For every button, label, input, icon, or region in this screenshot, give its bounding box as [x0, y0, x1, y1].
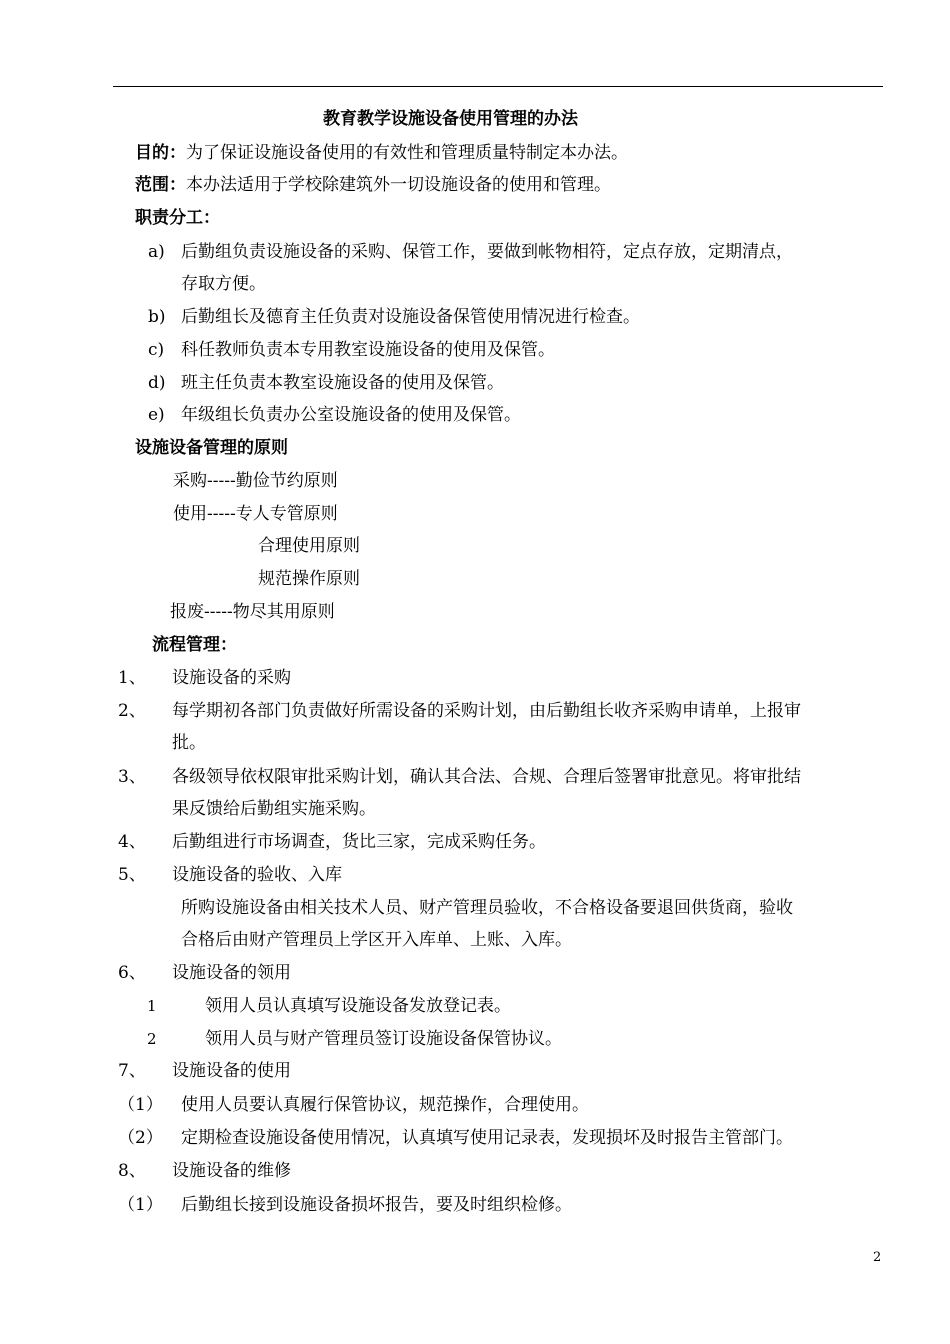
substep-number: 2: [147, 1030, 157, 1048]
substep-text: 后勤组长接到设施设备损坏报告，要及时组织检修。: [181, 1195, 572, 1215]
step-text: 后勤组进行市场调查，货比三家，完成采购任务。: [172, 832, 546, 852]
step-detail-cont: 合格后由财产管理员上学区开入库单、上账、入库。: [181, 930, 572, 950]
substep-text: 使用人员要认真履行保管协议，规范操作，合理使用。: [181, 1095, 589, 1115]
duty-text: 年级组长负责办公室设施设备的使用及保管。: [181, 405, 521, 425]
step-number: 1、: [118, 668, 146, 688]
substep-number: （1）: [118, 1095, 163, 1115]
principles-heading: 设施设备管理的原则: [135, 438, 288, 458]
substep-text: 定期检查设施设备使用情况，认真填写使用记录表，发现损坏及时报告主管部门。: [181, 1128, 793, 1148]
duty-marker: c): [148, 340, 165, 360]
principle-row: 规范操作原则: [258, 569, 360, 589]
step-text: 设施设备的采购: [172, 668, 291, 688]
step-number: 3、: [118, 767, 146, 787]
document-title: 教育教学设施设备使用管理的办法: [323, 109, 578, 129]
scope-line: [135, 174, 611, 196]
duty-text: 科任教师负责本专用教室设施设备的使用及保管。: [181, 340, 555, 360]
process-heading: 流程管理：: [152, 635, 237, 655]
purpose-line: [135, 142, 628, 164]
step-number: 7、: [118, 1061, 146, 1081]
principle-row: 使用-----专人专管原则: [173, 504, 338, 524]
step-text: 设施设备的领用: [172, 963, 291, 983]
scope-text: 本办法适用于学校除建筑外一切设施设备的使用和管理。: [186, 175, 611, 195]
substep-number: 1: [147, 997, 157, 1015]
step-number: 4、: [118, 832, 146, 852]
step-text: 各级领导依权限审批采购计划，确认其合法、合规、合理后签署审批意见。将审批结: [172, 767, 801, 787]
duty-marker: b): [148, 307, 166, 327]
substep-number: （2）: [118, 1128, 163, 1148]
purpose-label: 目的：: [135, 143, 186, 163]
duty-marker: a): [148, 242, 165, 262]
step-detail: 所购设施设备由相关技术人员、财产管理员验收，不合格设备要退回供货商，验收: [181, 898, 793, 918]
step-text: 设施设备的维修: [172, 1161, 291, 1181]
step-text: 每学期初各部门负责做好所需设备的采购计划，由后勤组长收齐采购申请单，上报审: [172, 701, 801, 721]
substep-number: （1）: [118, 1195, 163, 1215]
step-number: 8、: [118, 1161, 146, 1181]
duties-heading: 职责分工：: [135, 208, 220, 228]
principle-row: 报废-----物尽其用原则: [170, 602, 335, 622]
duty-text: 后勤组负责设施设备的采购、保管工作，要做到帐物相符，定点存放，定期清点，: [181, 242, 793, 262]
duty-text: 后勤组长及德育主任负责对设施设备保管使用情况进行检查。: [181, 307, 640, 327]
substep-text: 领用人员认真填写设施设备发放登记表。: [205, 996, 511, 1016]
principle-row: 采购-----勤俭节约原则: [173, 471, 338, 491]
step-number: 2、: [118, 701, 146, 721]
step-text: 设施设备的验收、入库: [172, 865, 342, 885]
step-text-cont: 果反馈给后勤组实施采购。: [172, 799, 376, 819]
step-text-cont: 批。: [172, 733, 206, 753]
scope-label: 范围：: [135, 175, 186, 195]
step-text: 设施设备的使用: [172, 1061, 291, 1081]
page-number: 2: [873, 1250, 882, 1265]
substep-text: 领用人员与财产管理员签订设施设备保管协议。: [205, 1029, 562, 1049]
principle-row: 合理使用原则: [258, 536, 360, 556]
header-rule: [113, 86, 883, 87]
step-number: 5、: [118, 865, 146, 885]
duty-text: 班主任负责本教室设施设备的使用及保管。: [181, 373, 504, 393]
duty-text-cont: 存取方便。: [181, 274, 266, 294]
step-number: 6、: [118, 963, 146, 983]
duty-marker: d): [148, 373, 166, 393]
purpose-text: 为了保证设施设备使用的有效性和管理质量特制定本办法。: [186, 143, 628, 163]
duty-marker: e): [148, 405, 165, 425]
